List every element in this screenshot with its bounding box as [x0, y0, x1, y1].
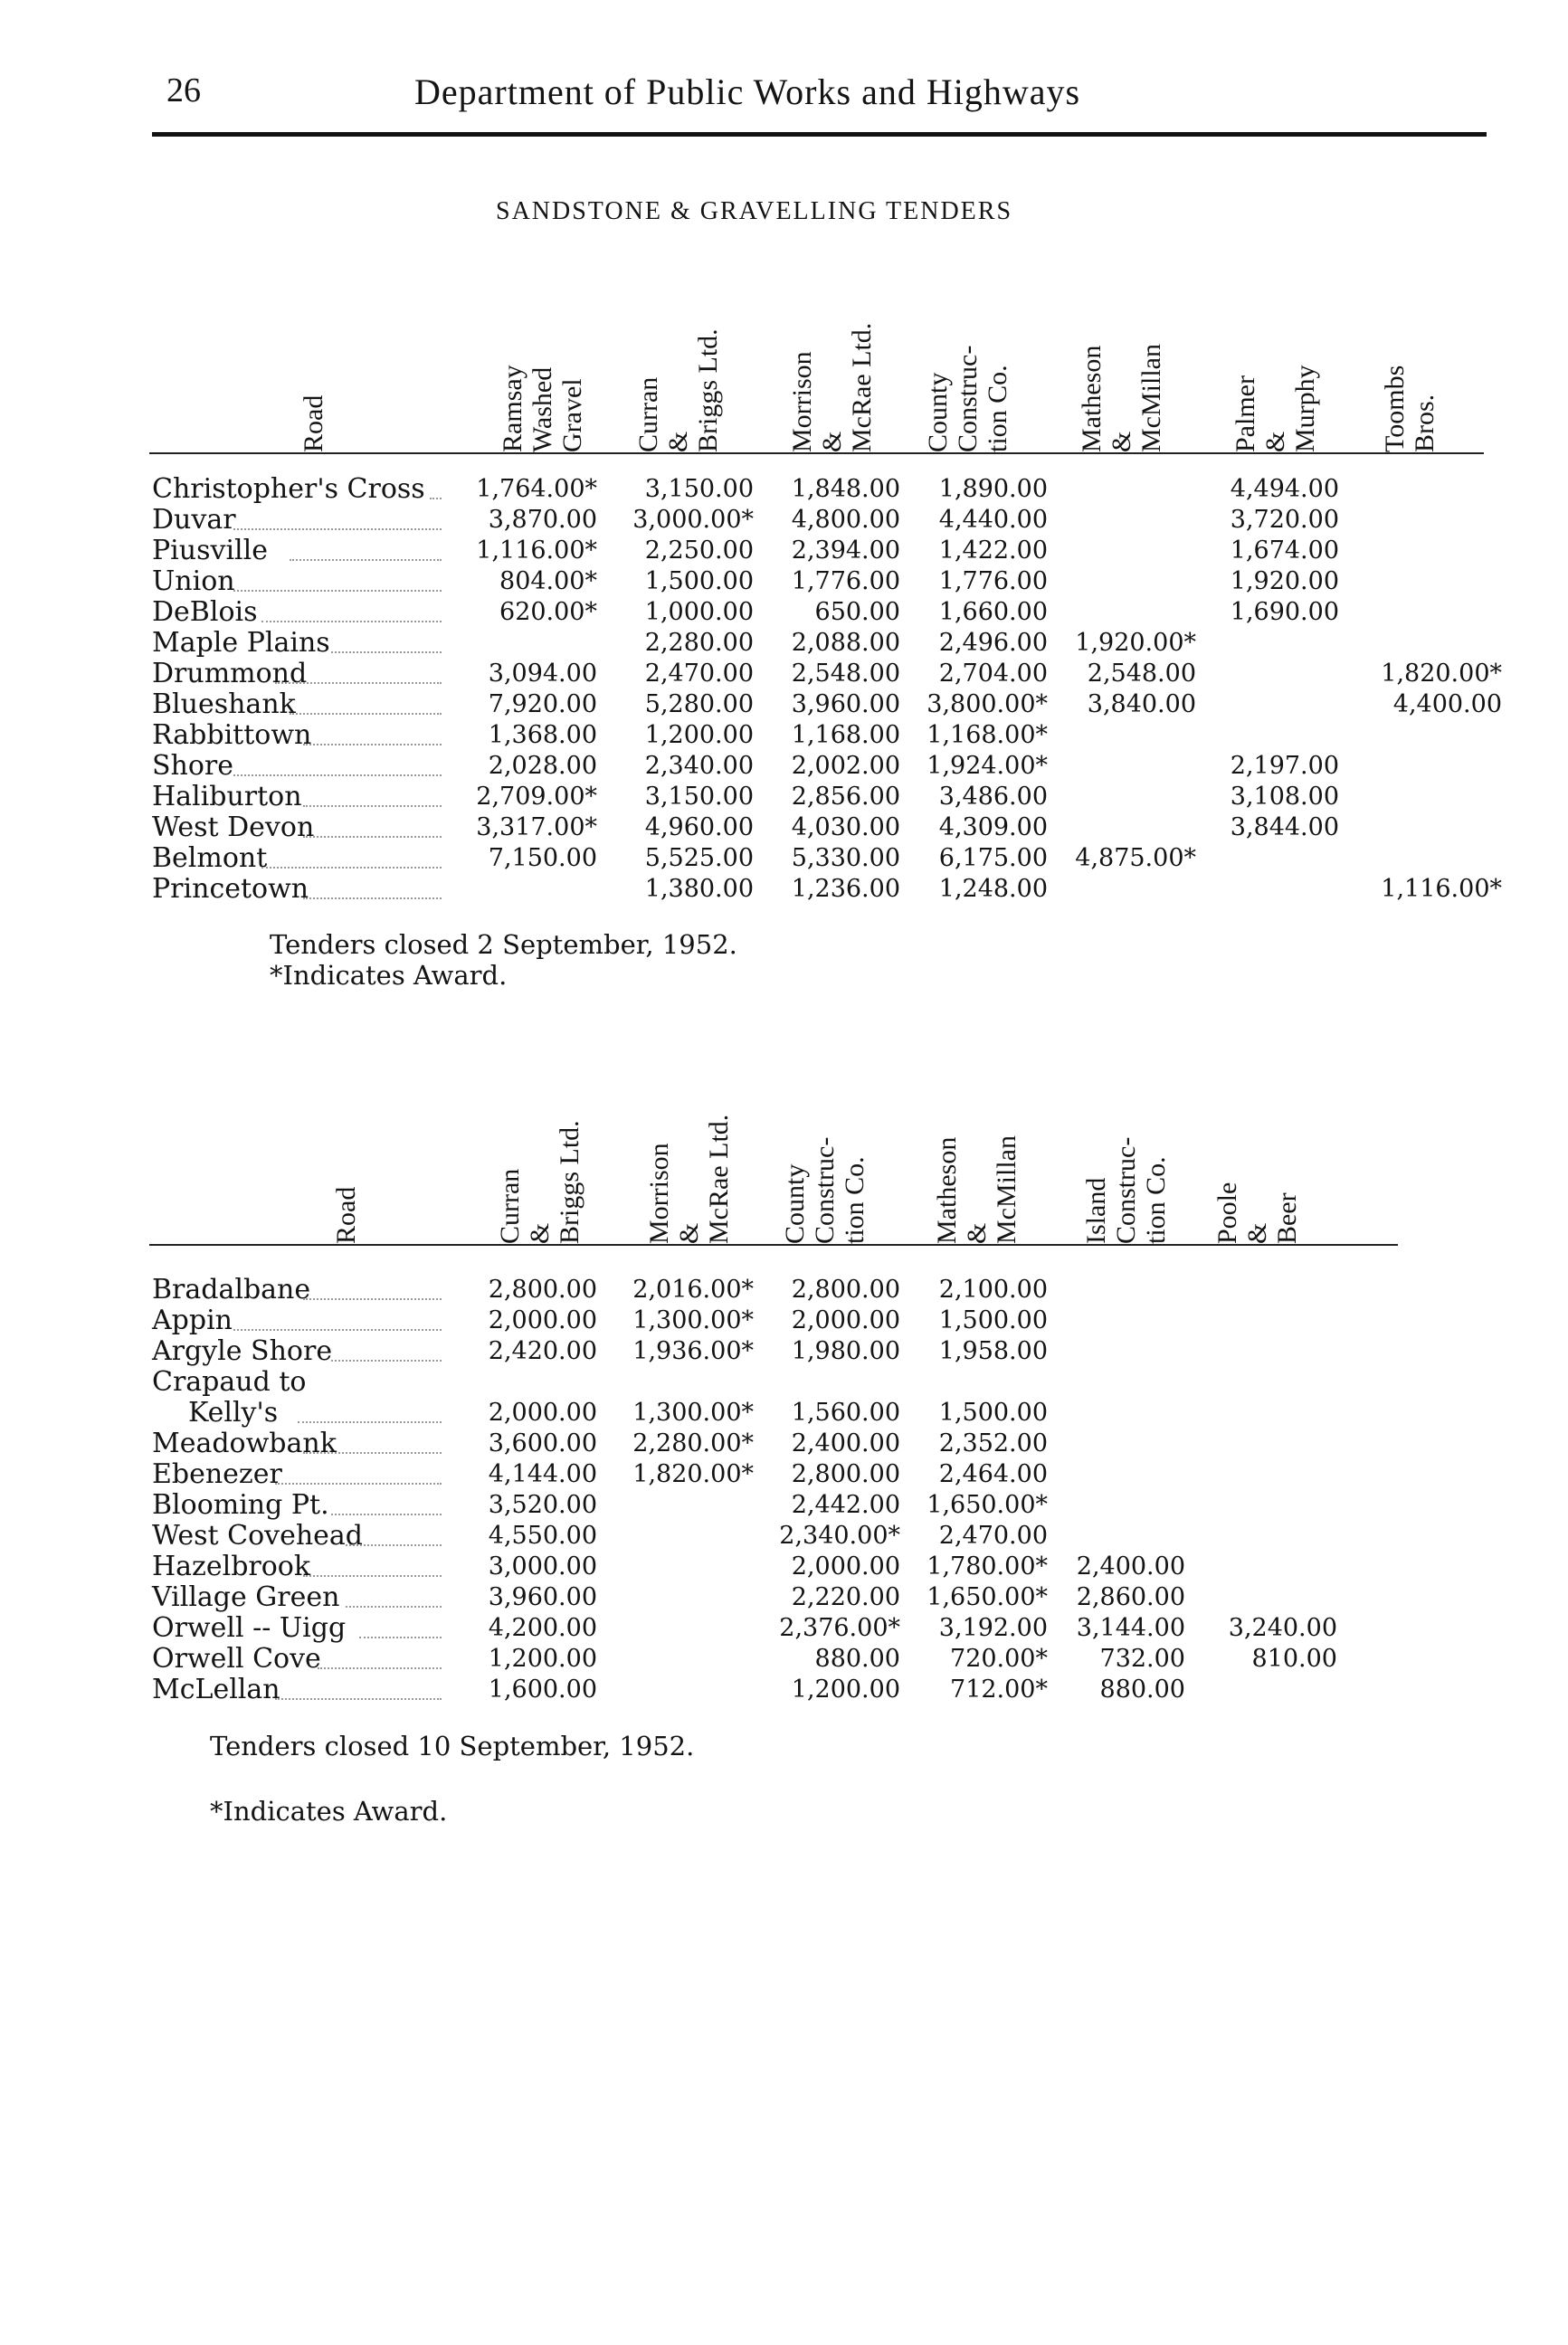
header-line: &: [663, 431, 693, 452]
tender-value: 3,108.00: [1230, 783, 1339, 811]
road-name: Shore: [152, 750, 234, 782]
road-name: Rabbittown: [152, 719, 312, 751]
tender-value: 1,422.00: [938, 536, 1048, 565]
header-rule: [149, 452, 1484, 454]
tender-value: 2,028.00: [488, 752, 597, 780]
tender-value: 2,002.00: [791, 752, 900, 780]
header-line: tion Co.: [983, 365, 1012, 452]
contractor-column-header: [1081, 1137, 1171, 1244]
tender-value: 1,116.00*: [476, 536, 597, 565]
tender-value: 1,200.00: [644, 721, 754, 749]
road-header-label: Road: [331, 1186, 361, 1244]
tender-value: 1,168.00*: [927, 721, 1048, 749]
tender-value: 1,820.00*: [1381, 660, 1502, 688]
table-note: *Indicates Award.: [270, 960, 508, 991]
tender-value: 1,920.00*: [1075, 629, 1196, 657]
road-name: Blooming Pt.: [152, 1489, 329, 1521]
table-note: Tenders closed 10 September, 1952.: [210, 1731, 695, 1761]
road-name: West Devon: [152, 812, 315, 843]
road-name: Duvar: [152, 504, 236, 536]
header-line: tion Co.: [840, 1156, 870, 1244]
tender-value: 4,400.00: [1392, 690, 1502, 718]
tender-value: 2,376.00*: [779, 1614, 900, 1642]
tender-value: 1,980.00: [791, 1337, 900, 1365]
road-name: Union: [152, 565, 235, 597]
leader-dots: [303, 1575, 442, 1577]
tender-value: 2,464.00: [938, 1460, 1048, 1488]
tender-value: 2,100.00: [938, 1276, 1048, 1304]
leader-dots: [290, 559, 442, 561]
header-line: Construc-: [810, 1136, 840, 1244]
header-line: Curran: [633, 376, 663, 452]
tender-value: 3,144.00: [1076, 1614, 1185, 1642]
tender-value: 3,960.00: [488, 1583, 597, 1611]
header-line: McMillan: [1136, 344, 1166, 452]
tender-value: 650.00: [814, 598, 900, 626]
header-line: Matheson: [1077, 345, 1107, 452]
tender-value: 2,800.00: [488, 1276, 597, 1304]
tender-value: 2,548.00: [1087, 660, 1196, 688]
tender-value: 1,300.00*: [632, 1306, 754, 1334]
tender-value: 2,470.00: [938, 1522, 1048, 1550]
tender-value: 2,250.00: [644, 536, 754, 565]
tender-value: 4,309.00: [938, 813, 1048, 841]
tender-value: 1,300.00*: [632, 1399, 754, 1427]
header-line: Palmer: [1231, 375, 1260, 452]
tender-value: 804.00*: [499, 567, 597, 595]
tender-value: 1,820.00*: [632, 1460, 754, 1488]
header-line: County: [780, 1163, 810, 1244]
leader-dots: [303, 1298, 442, 1300]
road-name: Belmont: [152, 842, 268, 874]
road-name: Blueshank: [152, 688, 296, 720]
contractor-column-header: [1077, 344, 1166, 452]
contractor-column-header: [1231, 365, 1320, 452]
tender-value: 1,500.00: [938, 1399, 1048, 1427]
header-line: &: [1242, 1222, 1272, 1244]
tender-value: 2,000.00: [791, 1306, 900, 1334]
tender-value: 3,600.00: [488, 1429, 597, 1457]
tender-value: 5,525.00: [644, 844, 754, 872]
road-name: DeBlois: [152, 596, 258, 628]
tender-value: 2,088.00: [791, 629, 900, 657]
tender-value: 1,690.00: [1230, 598, 1339, 626]
leader-dots: [261, 621, 442, 622]
road-name: Haliburton: [152, 781, 302, 812]
header-line: Bros.: [1410, 394, 1440, 452]
tender-value: 1,380.00: [644, 875, 754, 903]
tender-value: 3,000.00*: [632, 506, 754, 534]
tender-value: 712.00*: [950, 1676, 1048, 1704]
section-title: SANDSTONE & GRAVELLING TENDERS: [496, 197, 1013, 225]
tender-value: 7,920.00: [488, 690, 597, 718]
tender-value: 1,890.00: [938, 475, 1048, 503]
tender-value: 2,496.00: [938, 629, 1048, 657]
tender-value: 2,280.00*: [632, 1429, 754, 1457]
leader-dots: [298, 1421, 442, 1423]
road-name: Appin: [152, 1305, 233, 1336]
tender-value: 1,650.00*: [927, 1491, 1048, 1519]
tender-value: 1,776.00: [938, 567, 1048, 595]
header-line: Murphy: [1290, 365, 1320, 452]
tender-value: 732.00: [1099, 1645, 1185, 1673]
tender-value: 2,704.00: [938, 660, 1048, 688]
road-name: Ebenezer: [152, 1458, 282, 1490]
header-line: Briggs Ltd.: [555, 1120, 584, 1244]
tender-value: 2,394.00: [791, 536, 900, 565]
tender-value: 4,030.00: [791, 813, 900, 841]
tender-value: 4,800.00: [791, 506, 900, 534]
header-line: Washed: [527, 366, 557, 452]
header-line: McRae Ltd.: [704, 1114, 734, 1244]
table-note: *Indicates Award.: [210, 1796, 448, 1827]
contractor-column-header: [1380, 366, 1440, 452]
tender-value: 1,500.00: [644, 567, 754, 595]
header-line: Poole: [1212, 1182, 1242, 1244]
header-line: McMillan: [992, 1135, 1022, 1244]
tender-value: 1,116.00*: [1381, 875, 1502, 903]
header-line: Island: [1081, 1177, 1111, 1244]
tender-value: 3,870.00: [488, 506, 597, 534]
tender-value: 1,200.00: [488, 1645, 597, 1673]
leader-dots: [233, 1329, 442, 1331]
leader-dots: [261, 867, 442, 869]
tender-value: 2,400.00: [791, 1429, 900, 1457]
leader-dots: [331, 651, 442, 653]
header-line: Briggs Ltd.: [693, 328, 723, 452]
tender-value: 1,776.00: [791, 567, 900, 595]
tender-value: 720.00*: [950, 1645, 1048, 1673]
tender-value: 2,470.00: [644, 660, 754, 688]
tender-value: 1,764.00*: [476, 475, 597, 503]
tender-value: 1,924.00*: [927, 752, 1048, 780]
road-name: Orwell -- Uigg: [152, 1612, 347, 1644]
header-line: &: [962, 1222, 992, 1244]
tender-value: 2,280.00: [644, 629, 754, 657]
tender-value: 3,960.00: [791, 690, 900, 718]
leader-dots: [233, 774, 442, 776]
tender-value: 3,720.00: [1230, 506, 1339, 534]
tender-value: 3,240.00: [1228, 1614, 1337, 1642]
header-line: Construc-: [953, 345, 983, 452]
header-line: Curran: [495, 1168, 525, 1244]
leader-dots: [303, 1452, 442, 1454]
tender-value: 1,660.00: [938, 598, 1048, 626]
tender-value: 2,340.00: [644, 752, 754, 780]
road-name: Princetown: [152, 873, 309, 905]
tender-value: 1,368.00: [488, 721, 597, 749]
tender-value: 3,150.00: [644, 475, 754, 503]
tender-value: 4,960.00: [644, 813, 754, 841]
leader-dots: [303, 897, 442, 899]
leader-dots: [275, 1483, 442, 1485]
road-name: Hazelbrook: [152, 1551, 311, 1582]
tender-value: 1,920.00: [1230, 567, 1339, 595]
leader-dots: [346, 1606, 442, 1608]
road-name: Crapaud to: [152, 1366, 307, 1398]
contractor-column-header: [780, 1137, 870, 1244]
tender-value: 4,200.00: [488, 1614, 597, 1642]
page-header-title: Department of Public Works and Highways: [414, 71, 1081, 112]
tender-value: 1,650.00*: [927, 1583, 1048, 1611]
road-name: Maple Plains: [152, 627, 330, 659]
road-column-header: [299, 395, 328, 452]
road-header-label: Road: [299, 394, 328, 452]
leader-dots: [430, 498, 442, 499]
road-name: Meadowbank: [152, 1428, 337, 1459]
header-line: Ramsay: [498, 365, 527, 452]
road-name: Argyle Shore: [152, 1335, 333, 1367]
leader-dots: [303, 805, 442, 807]
tender-value: 3,000.00: [488, 1552, 597, 1581]
tender-value: 2,420.00: [488, 1337, 597, 1365]
road-name: Bradalbane: [152, 1274, 311, 1305]
tender-value: 3,317.00*: [476, 813, 597, 841]
tender-value: 1,168.00: [791, 721, 900, 749]
leader-dots: [331, 1360, 442, 1362]
tender-value: 5,330.00: [791, 844, 900, 872]
tender-value: 5,280.00: [644, 690, 754, 718]
road-name: Village Green: [152, 1581, 340, 1613]
tender-value: 2,400.00: [1076, 1552, 1185, 1581]
tender-value: 3,840.00: [1087, 690, 1196, 718]
tender-value: 2,856.00: [791, 783, 900, 811]
tender-value: 1,500.00: [938, 1306, 1048, 1334]
header-line: &: [525, 1222, 555, 1244]
tender-value: 2,220.00: [791, 1583, 900, 1611]
contractor-column-header: [787, 323, 877, 452]
header-line: Toombs: [1380, 365, 1410, 452]
tender-value: 2,800.00: [791, 1460, 900, 1488]
road-name: Piusville: [152, 535, 268, 566]
leader-dots: [331, 1514, 442, 1515]
tender-value: 1,848.00: [791, 475, 900, 503]
tender-value: 4,875.00*: [1075, 844, 1196, 872]
tender-value: 4,550.00: [488, 1522, 597, 1550]
tender-value: 3,192.00: [938, 1614, 1048, 1642]
tender-value: 1,600.00: [488, 1676, 597, 1704]
road-name: Kelly's: [188, 1397, 279, 1429]
header-line: Beer: [1272, 1192, 1302, 1244]
tender-value: 6,175.00: [938, 844, 1048, 872]
tender-value: 2,197.00: [1230, 752, 1339, 780]
tender-value: 4,494.00: [1230, 475, 1339, 503]
contractor-column-header: [633, 328, 723, 452]
contractor-column-header: [498, 365, 587, 452]
tender-value: 1,674.00: [1230, 536, 1339, 565]
tender-value: 2,352.00: [938, 1429, 1048, 1457]
header-line: Construc-: [1111, 1136, 1141, 1244]
contractor-column-header: [932, 1135, 1022, 1244]
leader-dots: [275, 682, 442, 684]
leader-dots: [233, 528, 442, 530]
road-name: West Covehead: [152, 1520, 364, 1552]
leader-dots: [346, 1544, 442, 1546]
contractor-column-header: [495, 1120, 584, 1244]
tender-value: 880.00: [814, 1645, 900, 1673]
tender-value: 3,094.00: [488, 660, 597, 688]
tender-value: 3,486.00: [938, 783, 1048, 811]
header-line: &: [817, 431, 847, 452]
tender-value: 3,520.00: [488, 1491, 597, 1519]
leader-dots: [303, 836, 442, 838]
tender-value: 1,560.00: [791, 1399, 900, 1427]
tender-value: 2,860.00: [1076, 1583, 1185, 1611]
road-name: Drummond: [152, 658, 308, 689]
tender-value: 2,548.00: [791, 660, 900, 688]
tender-value: 880.00: [1099, 1676, 1185, 1704]
tender-value: 1,236.00: [791, 875, 900, 903]
road-name: Orwell Cove: [152, 1643, 321, 1675]
contractor-column-header: [644, 1115, 734, 1244]
header-line: Matheson: [932, 1136, 962, 1244]
tender-value: 2,709.00*: [476, 783, 597, 811]
tender-value: 4,144.00: [488, 1460, 597, 1488]
leader-dots: [233, 590, 442, 592]
contractor-column-header: [923, 346, 1012, 452]
header-line: Morrison: [787, 351, 817, 452]
header-rule: [152, 132, 1487, 137]
table-note: Tenders closed 2 September, 1952.: [270, 929, 737, 960]
tender-value: 1,958.00: [938, 1337, 1048, 1365]
road-column-header: [331, 1187, 361, 1244]
header-line: tion Co.: [1141, 1156, 1171, 1244]
header-line: &: [1260, 431, 1290, 452]
header-line: &: [1107, 431, 1136, 452]
tender-value: 3,844.00: [1230, 813, 1339, 841]
tender-value: 3,800.00*: [927, 690, 1048, 718]
header-line: Gravel: [557, 378, 587, 452]
header-line: McRae Ltd.: [847, 322, 877, 452]
tender-value: 7,150.00: [488, 844, 597, 872]
tender-value: 1,200.00: [791, 1676, 900, 1704]
tender-value: 3,150.00: [644, 783, 754, 811]
tender-value: 810.00: [1251, 1645, 1337, 1673]
tender-value: 1,780.00*: [927, 1552, 1048, 1581]
tender-value: 2,016.00*: [632, 1276, 754, 1304]
tender-value: 2,000.00: [791, 1552, 900, 1581]
tender-value: 2,442.00: [791, 1491, 900, 1519]
tender-value: 2,340.00*: [779, 1522, 900, 1550]
tender-value: 2,000.00: [488, 1306, 597, 1334]
tender-value: 1,936.00*: [632, 1337, 754, 1365]
header-line: &: [674, 1222, 704, 1244]
tender-value: 2,800.00: [791, 1276, 900, 1304]
leader-dots: [318, 1667, 442, 1669]
leader-dots: [275, 1698, 442, 1700]
leader-dots: [303, 744, 442, 745]
tender-value: 1,248.00: [938, 875, 1048, 903]
tender-value: 2,000.00: [488, 1399, 597, 1427]
tender-value: 620.00*: [499, 598, 597, 626]
header-line: County: [923, 372, 953, 452]
leader-dots: [359, 1637, 442, 1638]
leader-dots: [290, 713, 442, 715]
header-line: Morrison: [644, 1143, 674, 1244]
tender-value: 4,440.00: [938, 506, 1048, 534]
contractor-column-header: [1212, 1182, 1302, 1244]
road-name: McLellan: [152, 1674, 280, 1705]
page-number: 26: [166, 71, 201, 109]
road-name: Christopher's Cross: [152, 473, 425, 505]
header-rule: [149, 1244, 1398, 1246]
tender-value: 1,000.00: [644, 598, 754, 626]
